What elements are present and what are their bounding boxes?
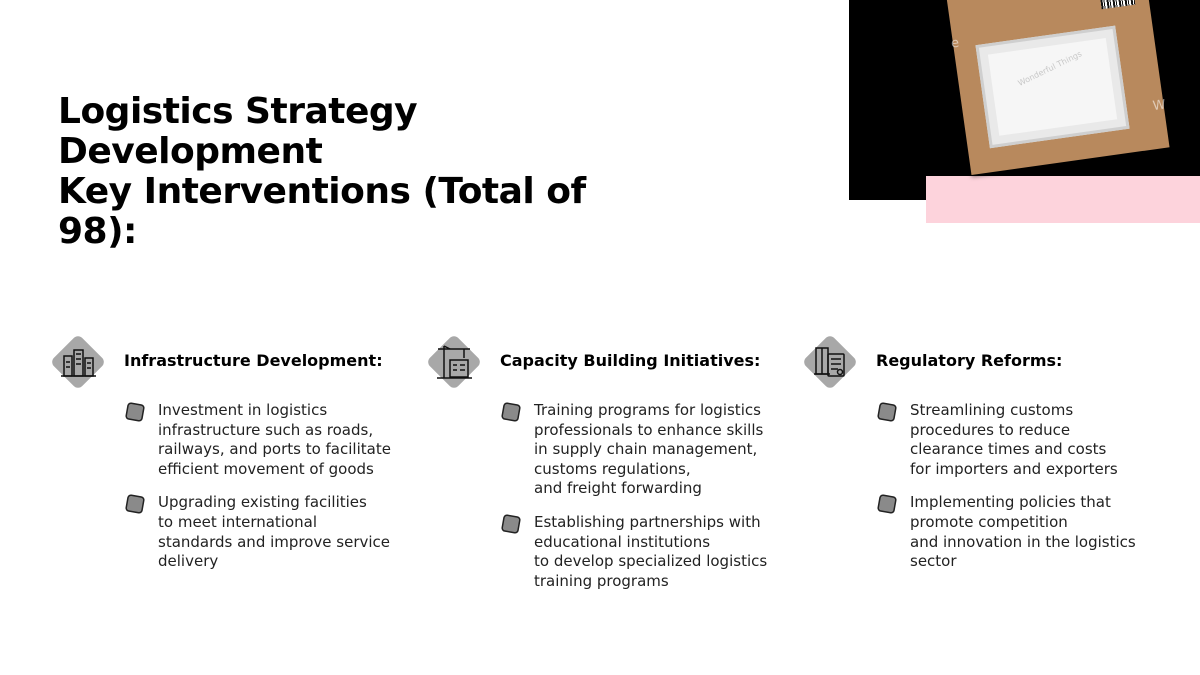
title-line: Key Interventions (Total of [58, 171, 586, 212]
shipping-label-text: Wonderful Things [1016, 49, 1084, 88]
bullet-text: Investment in logistics infrastructure such as roads, railways, and ports to facilitate efficient movement of goods [158, 401, 391, 478]
slide-title [58, 92, 618, 252]
construction-crane-icon [428, 336, 480, 388]
list-item [500, 401, 800, 499]
law-document-icon [804, 336, 856, 388]
square-bullet-icon [124, 401, 146, 423]
bullet-text: Training programs for logistics professionals to enhance skills in supply chain management, customs regulations, and freight forwarding [534, 401, 764, 498]
cardboard-box-image [946, 0, 1169, 175]
pink-accent-band [926, 176, 1200, 223]
barcode-icon [1099, 0, 1135, 9]
bullet-list [500, 401, 800, 605]
bullet-text: Streamlining customs procedures to reduce clearance times and costs for importers and exporters [910, 401, 1118, 478]
box-side-letter-right: W [1151, 97, 1167, 115]
square-bullet-icon [876, 493, 898, 515]
list-item [500, 513, 800, 591]
bullet-list [876, 401, 1176, 586]
bullet-text: Establishing partnerships with educational institutions to develop specialized logistics training programs [534, 512, 768, 590]
bullet-text: Upgrading existing facilities to meet international standards and improve service delivery [158, 493, 391, 571]
column-heading: Regulatory Reforms: [876, 351, 1063, 370]
square-bullet-icon [500, 401, 522, 423]
city-buildings-icon [52, 336, 104, 388]
bullet-list [124, 401, 424, 586]
list-item [124, 401, 424, 479]
title-line: 98): [58, 211, 137, 252]
title-line: Logistics Strategy [58, 91, 418, 132]
list-item [124, 493, 424, 571]
column-heading: Infrastructure Development: [124, 351, 383, 370]
box-side-letter-left: e [950, 35, 961, 52]
column-heading: Capacity Building Initiatives: [500, 351, 761, 370]
square-bullet-icon [876, 401, 898, 423]
title-line: Development [58, 131, 323, 172]
square-bullet-icon [500, 513, 522, 535]
list-item [876, 401, 1176, 479]
bullet-text: Implementing policies that promote competition and innovation in the logistics sector [910, 493, 1136, 571]
shipping-label [975, 26, 1129, 149]
square-bullet-icon [124, 493, 146, 515]
shipping-label-inner [988, 38, 1117, 136]
list-item [876, 493, 1176, 571]
